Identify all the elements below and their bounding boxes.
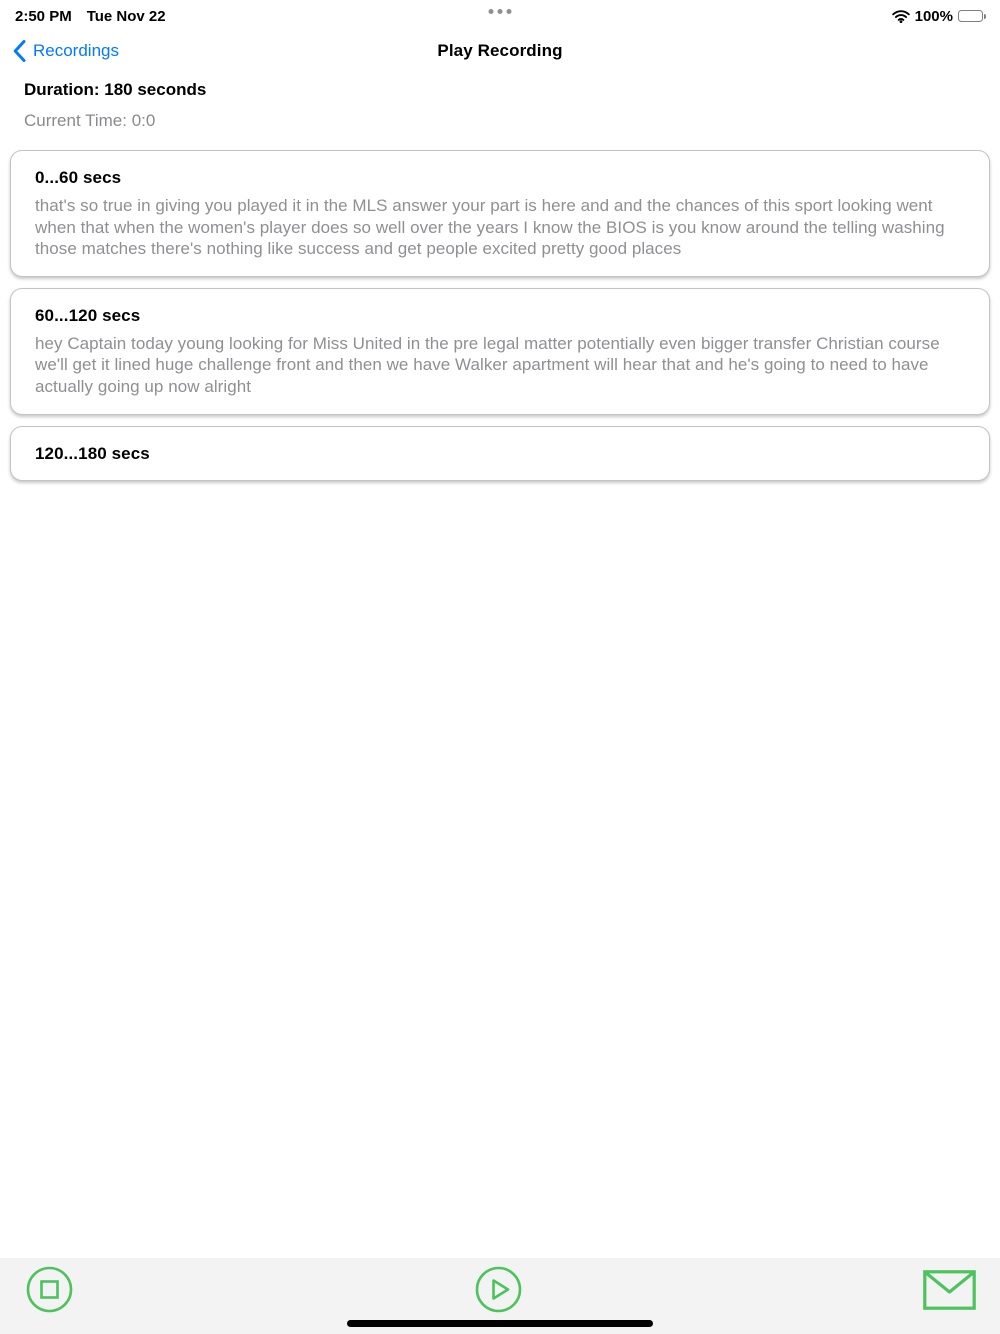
wifi-icon <box>892 10 910 23</box>
mail-icon <box>923 1270 976 1310</box>
home-indicator[interactable] <box>347 1320 653 1327</box>
playback-toolbar <box>0 1258 1000 1334</box>
segment-title: 60...120 secs <box>35 305 141 325</box>
page-title: Play Recording <box>437 41 563 60</box>
status-time: 2:50 PM <box>15 7 72 25</box>
ellipsis-dots-icon <box>489 9 512 14</box>
back-button-label: Recordings <box>33 41 119 60</box>
segment-title: 0...60 secs <box>35 168 122 187</box>
status-date: Tue Nov 22 <box>86 7 166 25</box>
current-time-label: Current Time: 0:0 <box>24 111 156 130</box>
segment-card[interactable] <box>10 150 990 277</box>
play-icon <box>475 1266 522 1313</box>
duration-label: Duration: 180 seconds <box>24 80 207 99</box>
stop-button[interactable] <box>26 1266 73 1313</box>
playback-meta <box>24 80 1000 131</box>
play-button[interactable] <box>475 1266 522 1313</box>
segment-card[interactable] <box>10 288 990 415</box>
share-mail-button[interactable] <box>923 1270 976 1310</box>
status-bar <box>0 0 1000 26</box>
status-time-date <box>15 8 166 25</box>
battery-percent: 100% <box>914 7 953 25</box>
segment-transcript: that's so true in giving you played it in the MLS answer your part is here and and the chances of this sport looking went when that when the women's player does so well over the years I know the BIOS is you know around the telling washing those matches there's nothing like success and get people excited pretty good places <box>35 196 945 259</box>
chevron-left-icon <box>13 40 26 62</box>
segment-title: 120...180 secs <box>35 443 150 463</box>
segment-card[interactable] <box>10 426 990 481</box>
back-button[interactable] <box>13 40 119 62</box>
status-indicators <box>892 8 986 25</box>
segment-transcript: hey Captain today young looking for Miss United in the pre legal matter potentially even bigger transfer Christian course we'll get it lined huge challenge front and then we have Walker apartment will hear that and he's going to need to have actually going up now alright <box>35 333 940 396</box>
segment-list <box>10 150 990 481</box>
navigation-bar <box>0 34 1000 68</box>
stop-icon <box>26 1266 73 1313</box>
battery-icon <box>958 10 983 22</box>
